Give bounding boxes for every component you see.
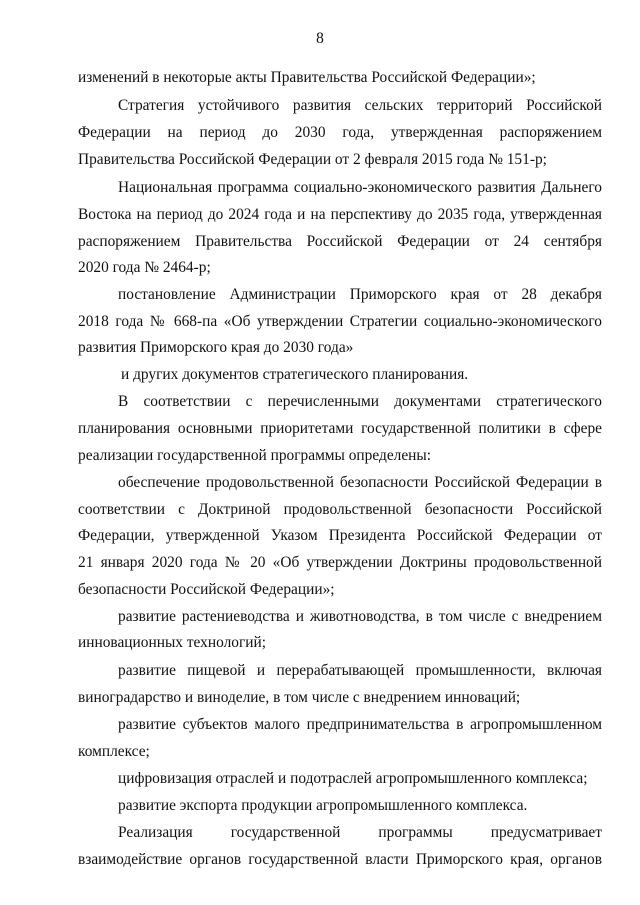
- text-line: реализации государственной программы определены:: [78, 447, 432, 464]
- page-number: 8: [316, 30, 324, 47]
- text-line: изменений в некоторые акты Правительства Российской Федерации»;: [78, 69, 536, 86]
- text-line: В соответствии с перечисленными документами стратегического: [118, 393, 602, 410]
- text-line: планирования основными приоритетами государственной политики в сфере: [78, 420, 602, 437]
- text-line: взаимодействие органов государственной власти Приморского края, органов: [78, 851, 602, 868]
- text-line: Федерации, утвержденной Указом Президента Российской Федерации от: [78, 527, 602, 544]
- text-line: виноградарство и виноделие, в том числе с внедрением инноваций;: [78, 689, 521, 706]
- text-line: Правительства Российской Федерации от 2 февраля 2015 года № 151-р;: [78, 151, 547, 168]
- text-line: развитие экспорта продукции агропромышленного комплекса.: [118, 797, 528, 814]
- text-line: цифровизация отраслей и подотраслей агропромышленного комплекса;: [118, 770, 588, 787]
- text-line: Национальная программа социально-экономического развития Дальнего: [118, 179, 602, 196]
- text-line: 2020 года № 2464-р;: [78, 259, 211, 276]
- text-line: 2018 года № 668-па «Об утверждении Стратегии социально-экономического: [78, 313, 602, 330]
- text-line: Стратегия устойчивого развития сельских территорий Российской: [118, 97, 602, 114]
- text-line: и других документов стратегического планирования.: [121, 366, 469, 383]
- text-line: 21 января 2020 года № 20 «Об утверждении Доктрины продовольственной: [78, 554, 602, 571]
- text-line: развитие растениеводства и животноводства, в том числе с внедрением: [118, 608, 602, 625]
- text-line: развитие субъектов малого предпринимательства в агропромышленном: [118, 716, 602, 733]
- text-line: развитие пищевой и перерабатывающей промышленности, включая: [118, 662, 602, 679]
- text-line: развития Приморского края до 2030 года»: [78, 339, 354, 356]
- text-line: безопасности Российской Федерации»;: [78, 581, 335, 598]
- text-line: Реализация государственной программы предусматривает: [118, 824, 602, 841]
- text-line: Федерации на период до 2030 года, утвержденная распоряжением: [78, 124, 602, 141]
- text-line: соответствии с Доктриной продовольственной безопасности Российской: [78, 501, 602, 518]
- text-line: распоряжением Правительства Российской Федерации от 24 сентября: [78, 233, 602, 250]
- text-line: обеспечение продовольственной безопасности Российской Федерации в: [118, 474, 602, 491]
- text-line: инновационных технологий;: [78, 634, 267, 651]
- text-line: комплексе;: [78, 743, 150, 760]
- text-line: постановление Администрации Приморского края от 28 декабря: [118, 286, 602, 303]
- text-line: Востока на период до 2024 года и на перспективу до 2035 года, утвержденная: [78, 206, 602, 223]
